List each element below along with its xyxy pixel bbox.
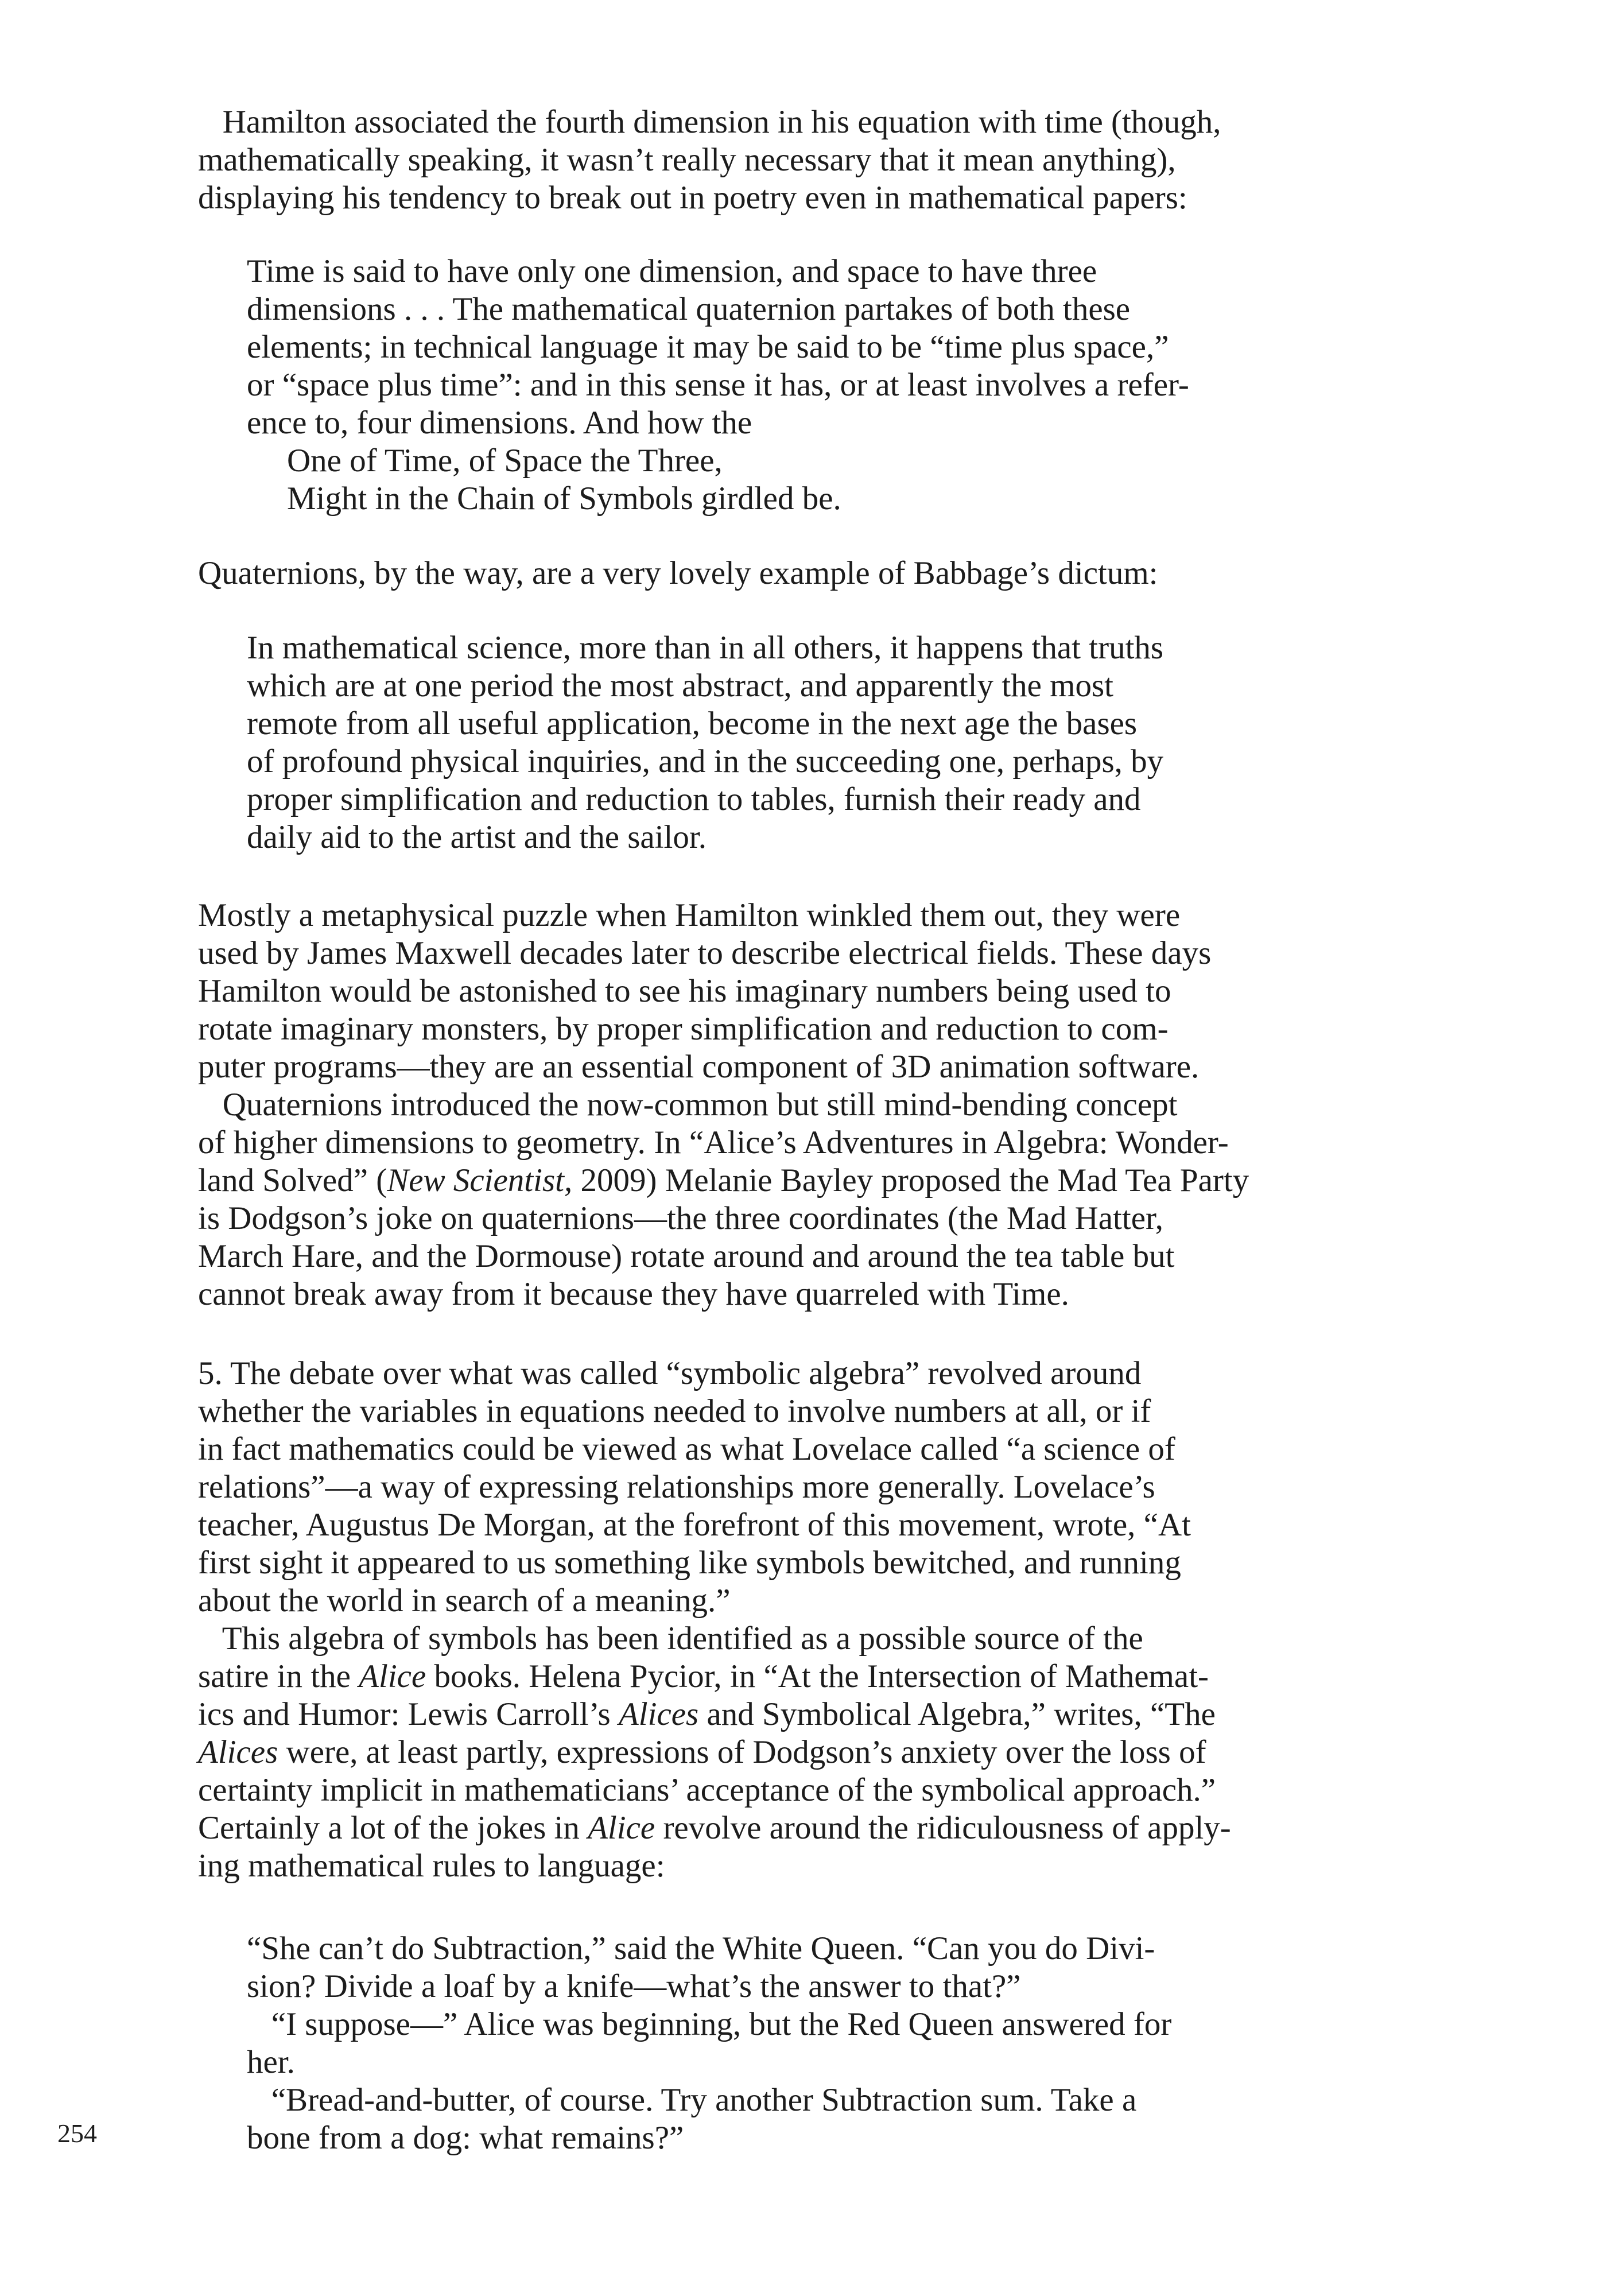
- text-line: This algebra of symbols has been identified as a possible source of the: [198, 1620, 1143, 1657]
- bayley-paragraph: [198, 1086, 1412, 1313]
- text-line: sion? Divide a loaf by a knife—what’s the answer to that?”: [247, 1968, 1021, 2004]
- text-line: 5. The debate over what was called “symbolic algebra” revolved around: [198, 1355, 1142, 1391]
- text-line: In mathematical science, more than in all others, it happens that truths: [247, 630, 1164, 666]
- text-line: ics and Humor: Lewis Carroll’s Alices and Symbolical Algebra,” writes, “The: [198, 1696, 1216, 1732]
- text-line: is Dodgson’s joke on quaternions—the three coordinates (the Mad Hatter,: [198, 1200, 1163, 1236]
- text-line: daily aid to the artist and the sailor.: [247, 819, 707, 855]
- page-body: [198, 103, 1412, 2157]
- hamilton-quote: [247, 253, 1412, 442]
- text-line: ing mathematical rules to language:: [198, 1848, 665, 1884]
- text-line: used by James Maxwell decades later to describe electrical fields. These days: [198, 935, 1212, 971]
- pycior-paragraph: [198, 1620, 1412, 1885]
- text-line: Certainly a lot of the jokes in Alice revolve around the ridiculousness of apply-: [198, 1810, 1231, 1846]
- text-line: bone from a dog: what remains?”: [247, 2120, 684, 2156]
- intro-paragraph: [198, 103, 1412, 217]
- text-line: puter programs—they are an essential component of 3D animation software.: [198, 1049, 1200, 1085]
- carroll-quote: [247, 1930, 1412, 2157]
- text-line: remote from all useful application, become in the next age the bases: [247, 705, 1138, 742]
- note-5-paragraph: [198, 1355, 1412, 1620]
- text-line: which are at one period the most abstract, and apparently the most: [247, 668, 1113, 704]
- text-line: Hamilton associated the fourth dimension in his equation with time (though,: [198, 104, 1221, 140]
- text-line: or “space plus time”: and in this sense it has, or at least involves a refer-: [247, 367, 1189, 403]
- text-line: “She can’t do Subtraction,” said the White Queen. “Can you do Divi-: [247, 1930, 1155, 1967]
- text-line: Time is said to have only one dimension, and space to have three: [247, 253, 1097, 289]
- text-line: land Solved” (New Scientist, 2009) Melanie Bayley proposed the Mad Tea Party: [198, 1162, 1249, 1199]
- verse-line: One of Time, of Space the Three,: [287, 443, 723, 479]
- text-line: first sight it appeared to us something like symbols bewitched, and running: [198, 1545, 1181, 1581]
- text-line: certainty implicit in mathematicians’ acceptance of the symbolical approach.”: [198, 1772, 1216, 1808]
- text-line: relations”—a way of expressing relationships more generally. Lovelace’s: [198, 1469, 1155, 1505]
- text-line: Quaternions, by the way, are a very lovely example of Babbage’s dictum:: [198, 555, 1158, 591]
- text-line: cannot break away from it because they have quarreled with Time.: [198, 1276, 1069, 1312]
- text-line: in fact mathematics could be viewed as what Lovelace called “a science of: [198, 1431, 1175, 1467]
- maxwell-paragraph: [198, 897, 1412, 1086]
- text-line: March Hare, and the Dormouse) rotate around and around the tea table but: [198, 1238, 1175, 1274]
- babbage-intro: [198, 554, 1412, 592]
- text-line: proper simplification and reduction to tables, furnish their ready and: [247, 781, 1141, 817]
- verse-line: Might in the Chain of Symbols girdled be.: [287, 480, 841, 517]
- text-line: dimensions . . . The mathematical quaternion partakes of both these: [247, 291, 1131, 327]
- text-line: ence to, four dimensions. And how the: [247, 405, 752, 441]
- text-line: elements; in technical language it may be said to be “time plus space,”: [247, 329, 1169, 365]
- text-line: satire in the Alice books. Helena Pycior, in “At the Intersection of Mathemat-: [198, 1658, 1209, 1694]
- page-number: 254: [57, 2119, 97, 2148]
- text-line: teacher, Augustus De Morgan, at the forefront of this movement, wrote, “At: [198, 1507, 1191, 1543]
- text-line: mathematically speaking, it wasn’t really necessary that it mean anything),: [198, 142, 1176, 178]
- text-line: Mostly a metaphysical puzzle when Hamilton winkled them out, they were: [198, 897, 1181, 933]
- text-line: Quaternions introduced the now-common but still mind-bending concept: [198, 1087, 1178, 1123]
- hamilton-verse: [287, 442, 1412, 518]
- text-line: Hamilton would be astonished to see his imaginary numbers being used to: [198, 973, 1171, 1009]
- text-line: of higher dimensions to geometry. In “Alice’s Adventures in Algebra: Wonder-: [198, 1124, 1229, 1161]
- text-line: whether the variables in equations needed to involve numbers at all, or if: [198, 1393, 1151, 1429]
- text-line: “I suppose—” Alice was beginning, but the Red Queen answered for: [247, 2006, 1172, 2042]
- text-line: her.: [247, 2044, 295, 2080]
- text-line: of profound physical inquiries, and in the succeeding one, perhaps, by: [247, 743, 1164, 779]
- text-line: rotate imaginary monsters, by proper simplification and reduction to com-: [198, 1011, 1169, 1047]
- text-line: about the world in search of a meaning.”: [198, 1583, 731, 1619]
- babbage-quote: [247, 629, 1412, 856]
- text-line: displaying his tendency to break out in poetry even in mathematical papers:: [198, 180, 1187, 216]
- text-line: Alices were, at least partly, expressions of Dodgson’s anxiety over the loss of: [198, 1734, 1206, 1770]
- text-line: “Bread-and-butter, of course. Try another Subtraction sum. Take a: [247, 2082, 1137, 2118]
